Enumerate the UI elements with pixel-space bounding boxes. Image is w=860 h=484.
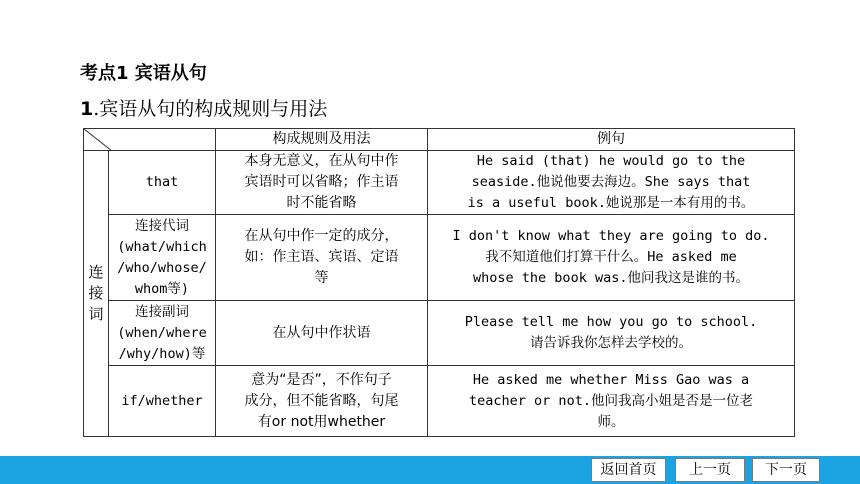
- example-line: 请告诉我你怎样去学校的。: [530, 335, 692, 351]
- header-row: [84, 129, 795, 151]
- connective-line: 连接代词: [135, 217, 189, 234]
- rule-cell: [216, 366, 428, 437]
- rule-line: 在从句中作状语: [272, 324, 371, 341]
- diagonal-line: [84, 129, 112, 151]
- example-cell: [428, 215, 795, 301]
- rule-line: 如：作主语、宾语、定语: [244, 249, 399, 265]
- rule-cell: [216, 301, 428, 366]
- connective-line: 连接副词: [135, 303, 189, 320]
- table-row: [84, 366, 795, 437]
- group-label-char: 词: [88, 305, 104, 323]
- connective-cell: [109, 215, 216, 301]
- rule-line: 成分，但不能省略，句尾: [244, 392, 399, 409]
- header-examples: 例句: [428, 129, 795, 151]
- example-line: He said (that) he would go to the: [476, 153, 746, 169]
- rule-line: 时不能省略: [286, 195, 357, 211]
- rule-line: 宾语时可以省略；作主语: [244, 174, 399, 190]
- connective-line: /who/whose/: [117, 259, 207, 276]
- rule-cell: [216, 215, 428, 301]
- corner-cell: [84, 129, 216, 151]
- connective-line: (what/which: [117, 238, 207, 255]
- next-page-button[interactable]: 下一页: [752, 458, 820, 482]
- example-line: seaside.他说他要去海边。She says that: [471, 174, 751, 190]
- section-heading: 考点1 宾语从句: [80, 63, 207, 84]
- connective-cell: [109, 301, 216, 366]
- group-label-char: 接: [88, 284, 104, 302]
- rule-line: 等: [314, 270, 329, 286]
- example-line: Please tell me how you go to school.: [464, 314, 758, 330]
- example-line: is a useful book.她说那是一本有用的书。: [467, 195, 755, 211]
- group-label-char: 连: [88, 263, 104, 281]
- prev-page-button[interactable]: 上一页: [675, 458, 745, 482]
- subsection-heading: [80, 96, 327, 122]
- connective-line: if/whether: [121, 392, 203, 409]
- rule-cell: [216, 151, 428, 215]
- subsection-number: 1: [80, 98, 94, 120]
- group-label-cell: [84, 151, 109, 437]
- example-line: 我不知道他们打算干什么。He asked me: [485, 249, 737, 265]
- example-cell: [428, 151, 795, 215]
- subsection-title: .宾语从句的构成规则与用法: [93, 98, 328, 120]
- object-clause-table: [83, 128, 795, 437]
- connective-cell: [109, 151, 216, 215]
- rule-line: 在从句中作一定的成分，: [244, 228, 399, 244]
- example-line: 师。: [597, 413, 625, 430]
- connective-cell: [109, 366, 216, 437]
- example-line: He asked me whether Miss Gao was a: [472, 371, 750, 388]
- connective-line: whom等): [134, 280, 190, 297]
- table-row: [84, 151, 795, 215]
- table-row: [84, 215, 795, 301]
- rule-line: 本身无意义，在从句中作: [244, 153, 399, 169]
- example-cell: [428, 366, 795, 437]
- home-button[interactable]: 返回首页: [591, 458, 666, 482]
- header-rules: 构成规则及用法: [216, 129, 428, 151]
- example-line: I don't know what they are going to do.: [452, 228, 770, 244]
- connective-line: (when/where: [117, 324, 207, 341]
- table-row: [84, 301, 795, 366]
- rule-line: 意为“是否”，不作句子: [251, 371, 392, 388]
- connective-line: /why/how)等: [118, 345, 206, 362]
- rule-line: 有or not用whether: [257, 413, 386, 430]
- example-cell: [428, 301, 795, 366]
- example-line: whose the book was.他问我这是谁的书。: [473, 270, 749, 286]
- example-line: teacher or not.他问我高小姐是否是一位老: [469, 392, 753, 409]
- connective-line: that: [145, 174, 179, 190]
